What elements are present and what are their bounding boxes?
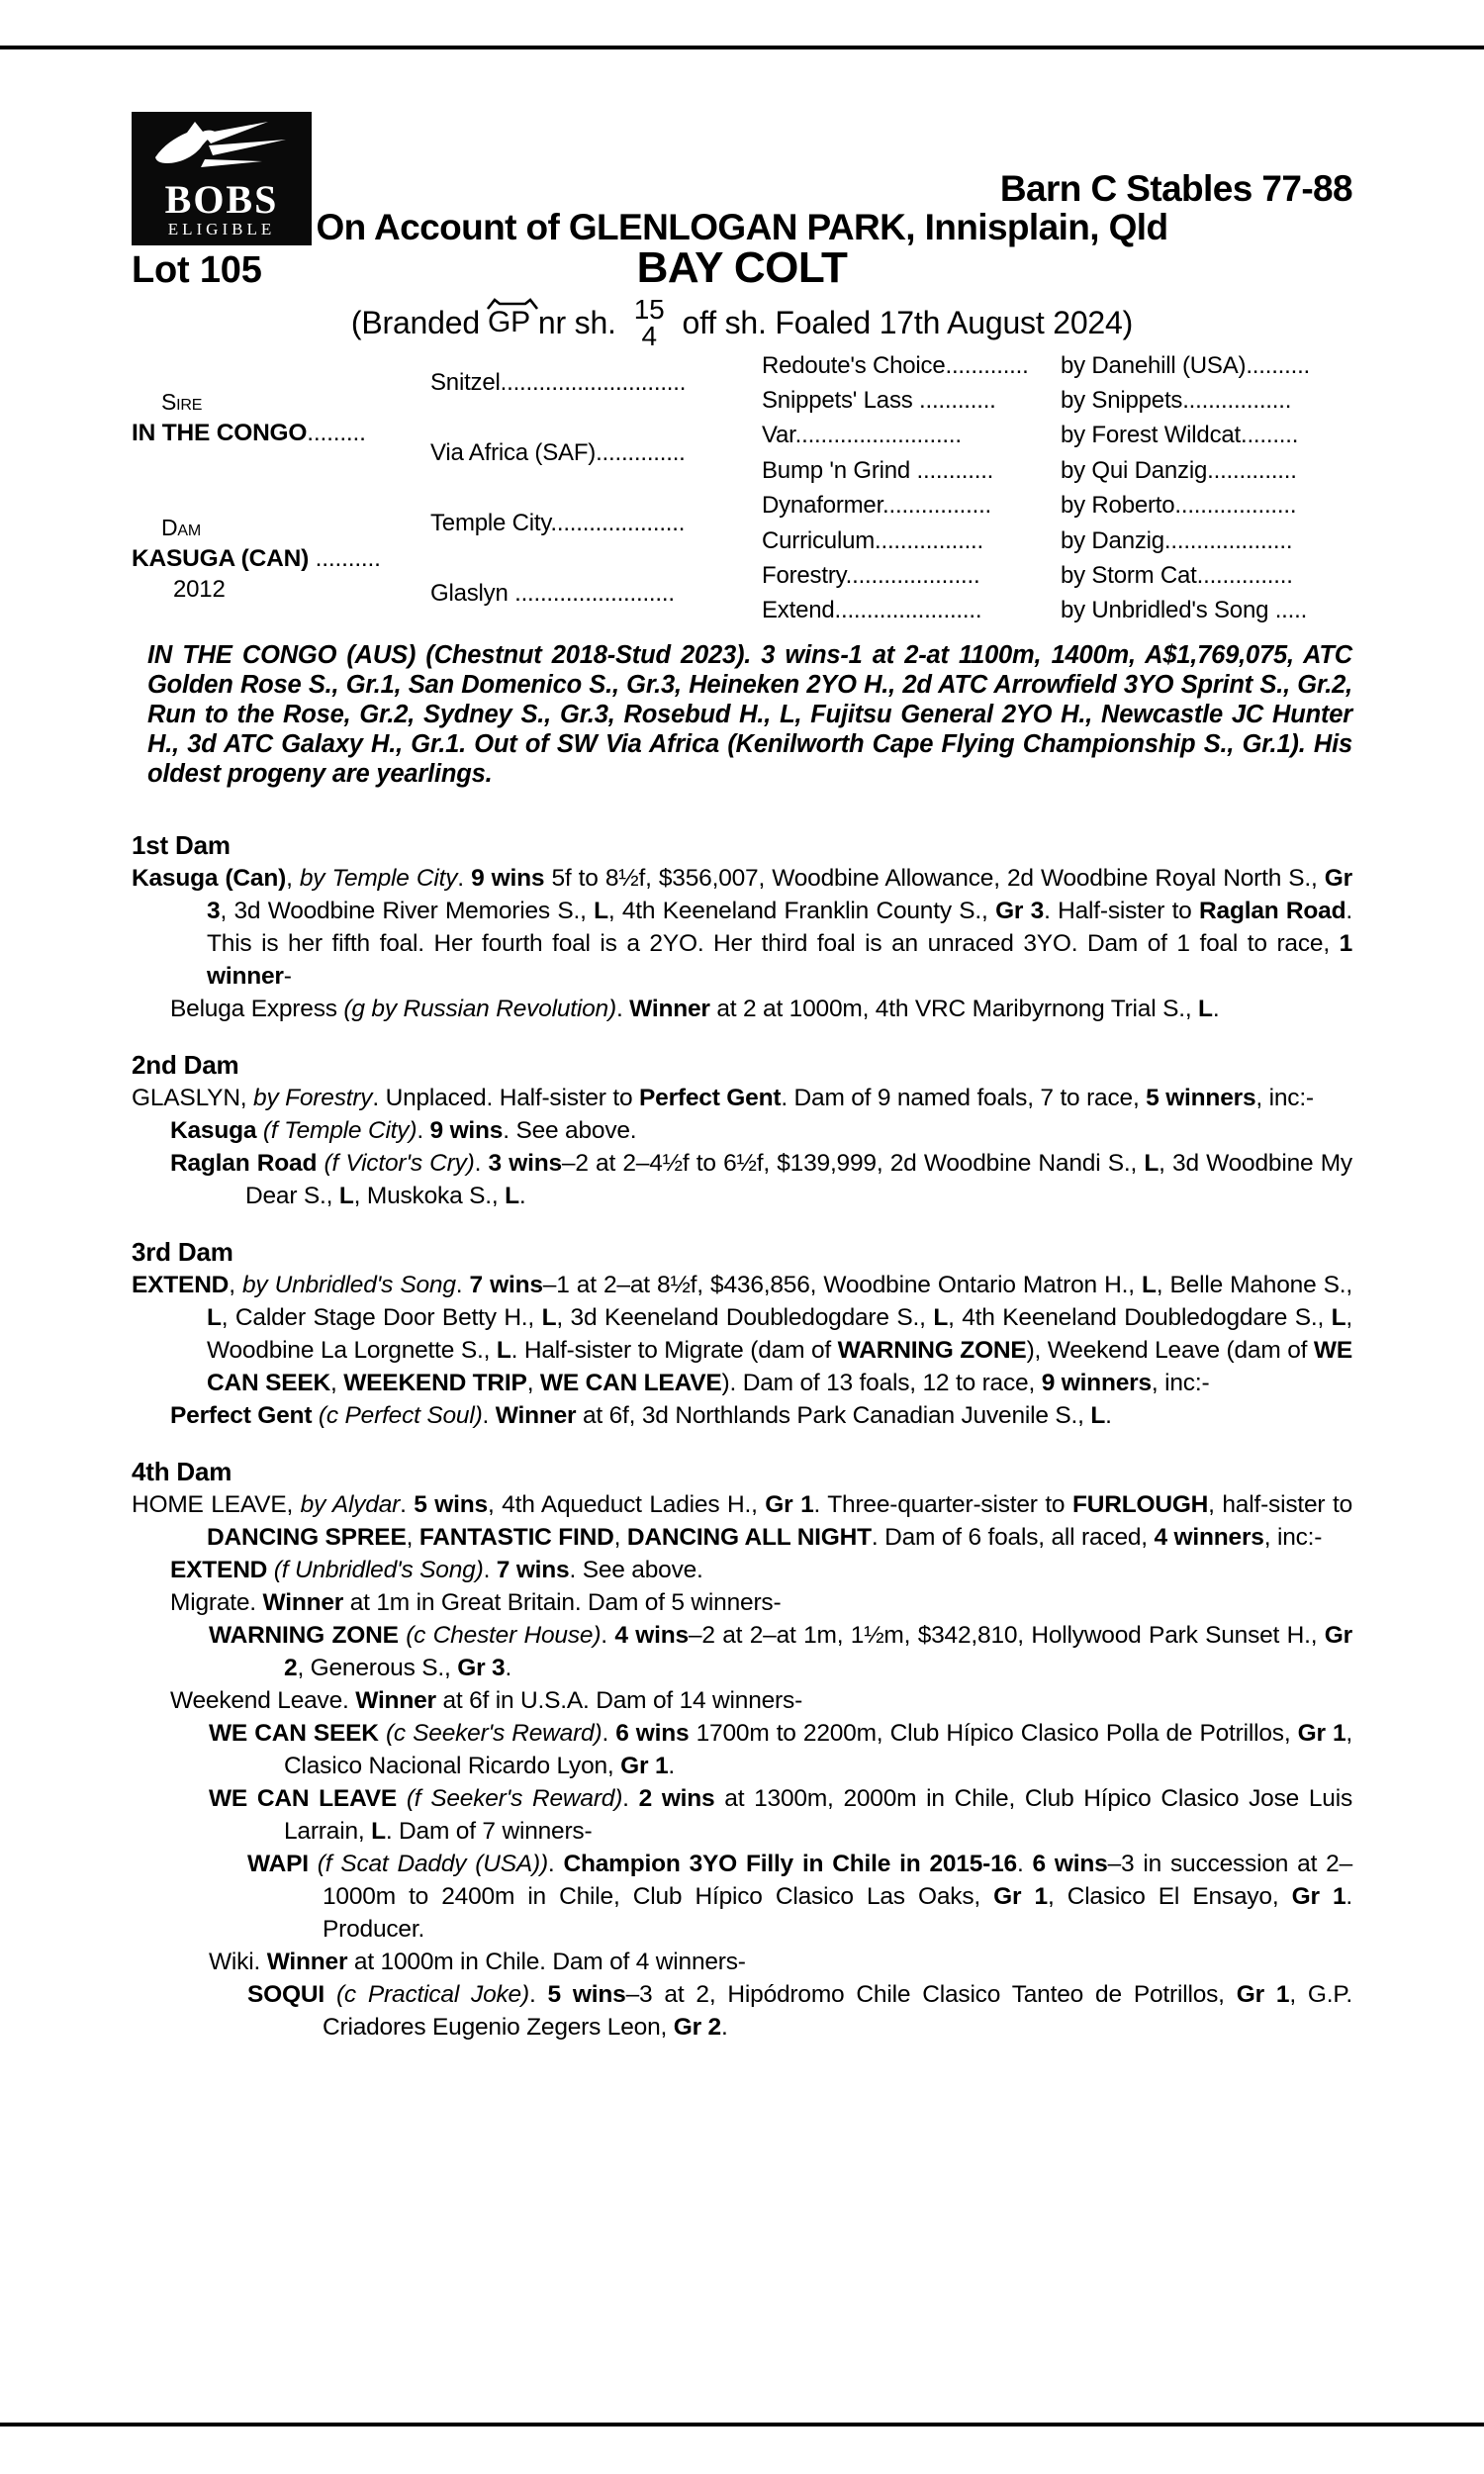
text-segment: Perfect Gent <box>639 1085 782 1111</box>
text-segment: 5 wins <box>547 1981 626 2008</box>
pedigree-entry <box>132 1147 1352 1212</box>
text-segment: - <box>283 963 292 990</box>
text-segment: L <box>207 1304 222 1331</box>
text-segment: 1700m to 2200m, Club Hípico Clasico Polla de Potrillos, <box>689 1720 1298 1747</box>
text-segment: , half-sister to <box>1208 1491 1352 1518</box>
text-segment: . Three-quarter-sister to <box>813 1491 1072 1518</box>
text-segment: L <box>1331 1304 1346 1331</box>
text-segment: Winner <box>355 1687 436 1714</box>
text-segment: by Alydar <box>300 1491 401 1518</box>
text-segment: FANTASTIC FIND <box>418 1524 614 1551</box>
dam-year: 2012 <box>173 575 226 603</box>
text-segment: . Dam of 6 foals, all raced, <box>871 1524 1155 1551</box>
parent-name: IN THE CONGO......... <box>132 420 366 447</box>
pedigree-entry <box>132 1717 1352 1782</box>
text-segment: . <box>602 1720 616 1747</box>
text-segment: Winner <box>629 996 710 1022</box>
text-segment: ), Weekend Leave (dam of <box>1026 1337 1314 1364</box>
text-segment: . <box>1212 996 1220 1022</box>
text-segment: Winner <box>262 1589 344 1616</box>
branded-prefix: (Branded <box>350 304 480 340</box>
text-segment: Gr 2 <box>673 2014 721 2041</box>
branded-nr: nr sh. <box>537 304 616 340</box>
text-segment: . <box>474 1150 489 1177</box>
text-segment: 6 wins <box>1032 1851 1108 1877</box>
dot-leader: ......... <box>307 420 366 447</box>
text-segment: , <box>613 1524 627 1551</box>
text-segment: Gr 3 <box>995 898 1045 924</box>
text-segment: , G.P. Criadores Eugenio Zegers Leon, <box>323 1981 1352 2041</box>
text-segment: Champion 3YO Filly in Chile in 2015-16 <box>563 1851 1017 1877</box>
text-segment: , <box>526 1370 540 1396</box>
text-segment: 3 wins <box>488 1150 562 1177</box>
text-segment: . Dam of 7 winners- <box>385 1818 593 1845</box>
text-segment: FURLOUGH <box>1071 1491 1209 1518</box>
text-segment: , 4th Aqueduct Ladies H., <box>487 1491 766 1518</box>
pedigree-entry <box>132 1114 1352 1147</box>
text-segment: at 6f in U.S.A. Dam of 14 winners- <box>435 1687 803 1714</box>
text-segment: Wiki. <box>209 1949 267 1975</box>
greatgrandparent-name: Forestry..................... <box>762 562 980 590</box>
text-segment: WEEKEND TRIP <box>343 1370 527 1396</box>
text-segment: Raglan Road <box>170 1150 325 1177</box>
text-segment: (f Unbridled's Song) <box>273 1557 484 1583</box>
pedigree-entry <box>132 1399 1352 1432</box>
text-segment: 4 wins <box>614 1622 689 1649</box>
pedigree-entry <box>132 862 1352 993</box>
text-segment: EXTEND <box>132 1272 230 1298</box>
vendor-account: On Account of GLENLOGAN PARK, Innisplain, Qld <box>316 207 1168 247</box>
text-segment: , 3d Woodbine My Dear S., <box>245 1150 1352 1209</box>
pedigree-entry <box>132 1619 1352 1684</box>
text-segment: . <box>400 1491 415 1518</box>
text-segment: by Temple City <box>299 865 458 892</box>
text-segment: WARNING ZONE <box>209 1622 407 1649</box>
pedigree-table <box>132 348 1352 629</box>
text-segment: WE CAN SEEK <box>207 1337 1352 1396</box>
grandparent-name: Via Africa (SAF).............. <box>430 439 686 467</box>
text-segment: 5f to 8½f, $356,007, Woodbine Allowance, 2d Woodbine Royal North S., <box>544 865 1325 892</box>
grandparent-name: Temple City..................... <box>430 509 686 536</box>
text-segment: 5 winners <box>1146 1085 1256 1111</box>
text-segment: . <box>601 1622 615 1649</box>
brand-numerator: 15 <box>633 294 665 325</box>
text-segment: (f Victor's Cry) <box>324 1150 475 1177</box>
brand-symbol: GP <box>488 306 530 339</box>
text-segment: . <box>668 1753 675 1779</box>
greatgrandparent-name: Var.......................... <box>762 422 962 449</box>
greatgrandparent-name: Redoute's Choice............. <box>762 351 1029 379</box>
greatgrandparent-sire: by Forest Wildcat......... <box>1061 422 1299 449</box>
text-segment: Gr 1 <box>993 1883 1048 1910</box>
text-segment: L <box>1142 1272 1157 1298</box>
greatgrandparent-sire: by Danzig.................... <box>1061 526 1293 554</box>
text-segment: 1 winner <box>207 930 1352 990</box>
text-segment: –2 at 2–4½f to 6½f, $139,999, 2d Woodbine Nandi S., <box>561 1150 1145 1177</box>
text-segment: Weekend Leave. <box>170 1687 356 1714</box>
pedigree-entry <box>132 1269 1352 1399</box>
text-segment: 5 wins <box>414 1491 488 1518</box>
dam-sections <box>132 829 1352 2044</box>
text-segment: EXTEND <box>170 1557 274 1583</box>
text-segment: L <box>338 1183 354 1209</box>
bottom-rule <box>0 2423 1484 2426</box>
text-segment: WE CAN LEAVE <box>209 1785 407 1812</box>
text-segment: Gr 1 <box>620 1753 669 1779</box>
text-segment: –3 at 2, Hipódromo Chile Clasico Tanteo de Potrillos, <box>625 1981 1237 2008</box>
greatgrandparent-sire: by Unbridled's Song ..... <box>1061 597 1308 624</box>
text-segment: 9 wins <box>471 865 545 892</box>
pedigree-entry <box>132 1946 1352 1978</box>
text-segment: . <box>457 865 472 892</box>
dot-leader: .......... <box>309 544 381 572</box>
text-segment: 7 wins <box>496 1557 570 1583</box>
brand-denominator: 4 <box>641 321 657 351</box>
text-segment: (c Chester House) <box>406 1622 602 1649</box>
text-segment: , <box>330 1370 344 1396</box>
grandparent-name: Glaslyn ......................... <box>430 579 675 607</box>
text-segment: . <box>1016 1851 1033 1877</box>
text-segment: by Forestry <box>253 1085 373 1111</box>
text-segment: , inc:- <box>1263 1524 1323 1551</box>
text-segment: at 1300m, 2000m in Chile, Club Hípico Clasico Jose Luis Larrain, <box>284 1785 1352 1845</box>
greatgrandparent-name: Dynaformer................. <box>762 492 991 520</box>
text-segment: . <box>547 1851 564 1877</box>
sire-group <box>132 348 430 489</box>
dam-section-heading: 1st Dam <box>132 830 231 860</box>
grandparent-name: Snitzel............................. <box>430 369 687 397</box>
text-segment: (f Scat Daddy (USA)) <box>317 1851 548 1877</box>
horse-head-icon <box>141 118 302 179</box>
text-segment: Migrate. <box>170 1589 263 1616</box>
pedigree-entry <box>132 1684 1352 1717</box>
text-segment: . Half-sister to <box>1044 898 1200 924</box>
dam-section <box>132 829 1352 1025</box>
text-segment: DANCING ALL NIGHT <box>626 1524 872 1551</box>
text-segment: L <box>371 1818 386 1845</box>
text-segment: Kasuga (Can) <box>132 865 287 892</box>
text-segment: , Muskoka S., <box>353 1183 506 1209</box>
text-segment: DANCING SPREE <box>207 1524 407 1551</box>
text-segment: at 1000m in Chile. Dam of 4 winners- <box>347 1949 746 1975</box>
text-segment: . <box>482 1402 496 1429</box>
pedigree-entry <box>132 1848 1352 1946</box>
text-segment: at 1m in Great Britain. Dam of 5 winners- <box>343 1589 782 1616</box>
pedigree-entry <box>132 1978 1352 2044</box>
greatgrandparent-name: Bump 'n Grind ............ <box>762 456 994 484</box>
text-segment: Gr 1 <box>765 1491 814 1518</box>
text-segment: (f Temple City) <box>262 1117 417 1144</box>
text-segment: (f Seeker's Reward) <box>406 1785 623 1812</box>
text-segment: –3 in succession at 2–1000m to 2400m in Chile, Club Hípico Clasico Las Oaks, <box>323 1851 1352 1910</box>
text-segment: . Dam of 9 named foals, 7 to race, <box>781 1085 1147 1111</box>
text-segment: WAPI <box>247 1851 318 1877</box>
text-segment: Gr 1 <box>1297 1720 1346 1747</box>
text-segment: (g by Russian Revolution) <box>343 996 616 1022</box>
pedigree-entry <box>132 1586 1352 1619</box>
text-segment: 7 wins <box>469 1272 543 1298</box>
logo-text-eligible: ELIGIBLE <box>167 220 276 238</box>
text-segment: GLASLYN, <box>132 1085 254 1111</box>
sire-summary: IN THE CONGO (AUS) (Chestnut 2018-Stud 2023). 3 wins-1 at 2-at 1100m, 1400m, A$1,769,075, ATC Golden Rose S., Gr.1, San Domenico S., Gr.3, Heineken 2YO H., 2d ATC Arrowfield 3YO Sprint S., Gr.2, Run to the Rose, Gr.2, Sydney S., Gr.3, Rosebud H., L, Fujitsu General 2YO H., Newcastle JC Hunter H., 3d ATC Galaxy H., Gr.1. Out of SW Via Africa (Kenilworth Cape Flying Championship S., Gr.1). His oldest progeny are yearlings. <box>147 641 1352 788</box>
text-segment: Raglan Road <box>1199 898 1346 924</box>
text-segment: at 2 at 1000m, 4th VRC Maribyrnong Trial S., <box>709 996 1199 1022</box>
top-rule <box>0 46 1484 49</box>
text-segment: Kasuga <box>170 1117 263 1144</box>
greatgrandparent-sire: by Snippets................. <box>1061 387 1292 415</box>
pedigree-entry <box>132 1082 1352 1114</box>
text-segment: ). Dam of 13 foals, 12 to race, <box>721 1370 1042 1396</box>
text-segment: , Generous S., <box>297 1655 458 1681</box>
text-segment: by Unbridled's Song <box>241 1272 456 1298</box>
text-segment: . Half-sister to Migrate (dam of <box>510 1337 838 1364</box>
text-segment: WARNING ZONE <box>837 1337 1027 1364</box>
lot-number: Lot 105 <box>132 249 262 291</box>
text-segment: , <box>229 1272 242 1298</box>
dam-group <box>132 489 430 629</box>
text-segment: , <box>406 1524 419 1551</box>
text-segment: , <box>286 865 300 892</box>
text-segment: Gr 3 <box>457 1655 506 1681</box>
greatgrandparent-name: Curriculum................. <box>762 526 983 554</box>
text-segment: L <box>594 898 608 924</box>
pedigree-entry <box>132 1782 1352 1848</box>
text-segment: L <box>505 1183 519 1209</box>
text-segment: , Clasico Nacional Ricardo Lyon, <box>284 1720 1352 1779</box>
text-segment: WE CAN SEEK <box>209 1720 386 1747</box>
text-segment: 6 wins <box>615 1720 690 1747</box>
text-segment: , Woodbine La Lorgnette S., <box>207 1304 1353 1364</box>
text-segment: , 4th Keeneland Franklin County S., <box>607 898 996 924</box>
text-segment: , 3d Keeneland Doubledogdare S., <box>556 1304 934 1331</box>
text-segment: . <box>483 1557 497 1583</box>
text-segment: , Belle Mahone S., <box>1156 1272 1353 1298</box>
branded-suffix: off sh. Foaled 17th August 2024) <box>682 304 1134 340</box>
text-segment: . This is her fifth foal. Her fourth foal is a 2YO. Her third foal is an unraced 3YO. Dam of 1 foal to race, <box>207 898 1352 957</box>
text-segment: , Calder Stage Door Betty H., <box>221 1304 542 1331</box>
brand-count-fraction <box>634 296 665 349</box>
text-segment: , 4th Keeneland Doubledogdare S., <box>948 1304 1332 1331</box>
pedigree-entry <box>132 1554 1352 1586</box>
text-segment: L <box>1198 996 1213 1022</box>
text-segment: L <box>541 1304 557 1331</box>
barn-stables: Barn C Stables 77-88 <box>999 168 1352 209</box>
logo-text-bobs: BOBS <box>164 177 279 222</box>
branded-line <box>0 292 1484 353</box>
text-segment: WE CAN LEAVE <box>539 1370 722 1396</box>
dam-section-heading: 2nd Dam <box>132 1050 239 1080</box>
text-segment: Gr 3 <box>207 865 1352 924</box>
dam-section-heading: 4th Dam <box>132 1457 232 1486</box>
text-segment: , 3d Woodbine River Memories S., <box>220 898 595 924</box>
text-segment: SOQUI <box>247 1981 336 2008</box>
text-segment: –2 at 2–at 1m, 1½m, $342,810, Hollywood Park Sunset H., <box>688 1622 1325 1649</box>
text-segment: L <box>496 1337 511 1364</box>
text-segment: . <box>720 2014 728 2041</box>
text-segment: . <box>455 1272 470 1298</box>
text-segment: Perfect Gent <box>170 1402 319 1429</box>
text-segment: . <box>622 1785 639 1812</box>
text-segment: Gr 2 <box>284 1622 1352 1681</box>
greatgrandparent-sire: by Danehill (USA).......... <box>1061 351 1311 379</box>
dam-section-heading: 3rd Dam <box>132 1237 233 1267</box>
horse-title: BAY COLT <box>636 243 848 292</box>
dam-section <box>132 1049 1352 1212</box>
text-segment: . <box>417 1117 430 1144</box>
dam-section <box>132 1456 1352 2044</box>
pedigree-entry <box>132 1488 1352 1554</box>
dam-section <box>132 1236 1352 1432</box>
text-segment: 4 winners <box>1154 1524 1264 1551</box>
brand-mark-icon <box>485 297 540 310</box>
greatgrandparent-sire: by Qui Danzig.............. <box>1061 456 1297 484</box>
text-segment: L <box>1090 1402 1106 1429</box>
text-segment: at 6f, 3d Northlands Park Canadian Juvenile S., <box>576 1402 1091 1429</box>
greatgrandparent-name: Extend....................... <box>762 597 982 624</box>
text-segment: . <box>528 1981 548 2008</box>
text-segment: . Unplaced. Half-sister to <box>372 1085 640 1111</box>
text-segment: (c Practical Joke) <box>335 1981 529 2008</box>
text-segment: 2 wins <box>638 1785 715 1812</box>
text-segment: –1 at 2–at 8½f, $436,856, Woodbine Ontario Matron H., <box>542 1272 1142 1298</box>
greatgrandparent-name: Snippets' Lass ............ <box>762 387 996 415</box>
greatgrandparent-sire: by Roberto................... <box>1061 492 1297 520</box>
text-segment: . <box>1105 1402 1112 1429</box>
text-segment: . <box>518 1183 526 1209</box>
pedigree-entry <box>132 993 1352 1025</box>
text-segment: . Producer. <box>323 1883 1352 1943</box>
parent-label: Dam <box>161 514 202 540</box>
text-segment: Beluga Express <box>170 996 344 1022</box>
text-segment: L <box>933 1304 949 1331</box>
text-segment: . See above. <box>569 1557 703 1583</box>
text-segment: , Clasico El Ensayo, <box>1047 1883 1292 1910</box>
text-segment: (c Perfect Soul) <box>318 1402 483 1429</box>
text-segment: , inc:- <box>1151 1370 1210 1396</box>
text-segment: 9 winners <box>1041 1370 1152 1396</box>
text-segment: HOME LEAVE, <box>132 1491 301 1518</box>
text-segment: Gr 1 <box>1291 1883 1346 1910</box>
text-segment: . <box>505 1655 512 1681</box>
text-segment: Winner <box>266 1949 348 1975</box>
text-segment: , inc:- <box>1255 1085 1314 1111</box>
text-segment: Gr 1 <box>1236 1981 1290 2008</box>
text-segment: . <box>615 996 630 1022</box>
parent-label: Sire <box>161 389 203 416</box>
text-segment: . See above. <box>503 1117 637 1144</box>
text-segment: Winner <box>495 1402 577 1429</box>
text-segment: 9 wins <box>429 1117 504 1144</box>
text-segment: L <box>1144 1150 1159 1177</box>
parent-name: KASUGA (CAN) .......... <box>132 544 381 572</box>
greatgrandparent-sire: by Storm Cat............... <box>1061 562 1293 590</box>
text-segment: (c Seeker's Reward) <box>385 1720 603 1747</box>
